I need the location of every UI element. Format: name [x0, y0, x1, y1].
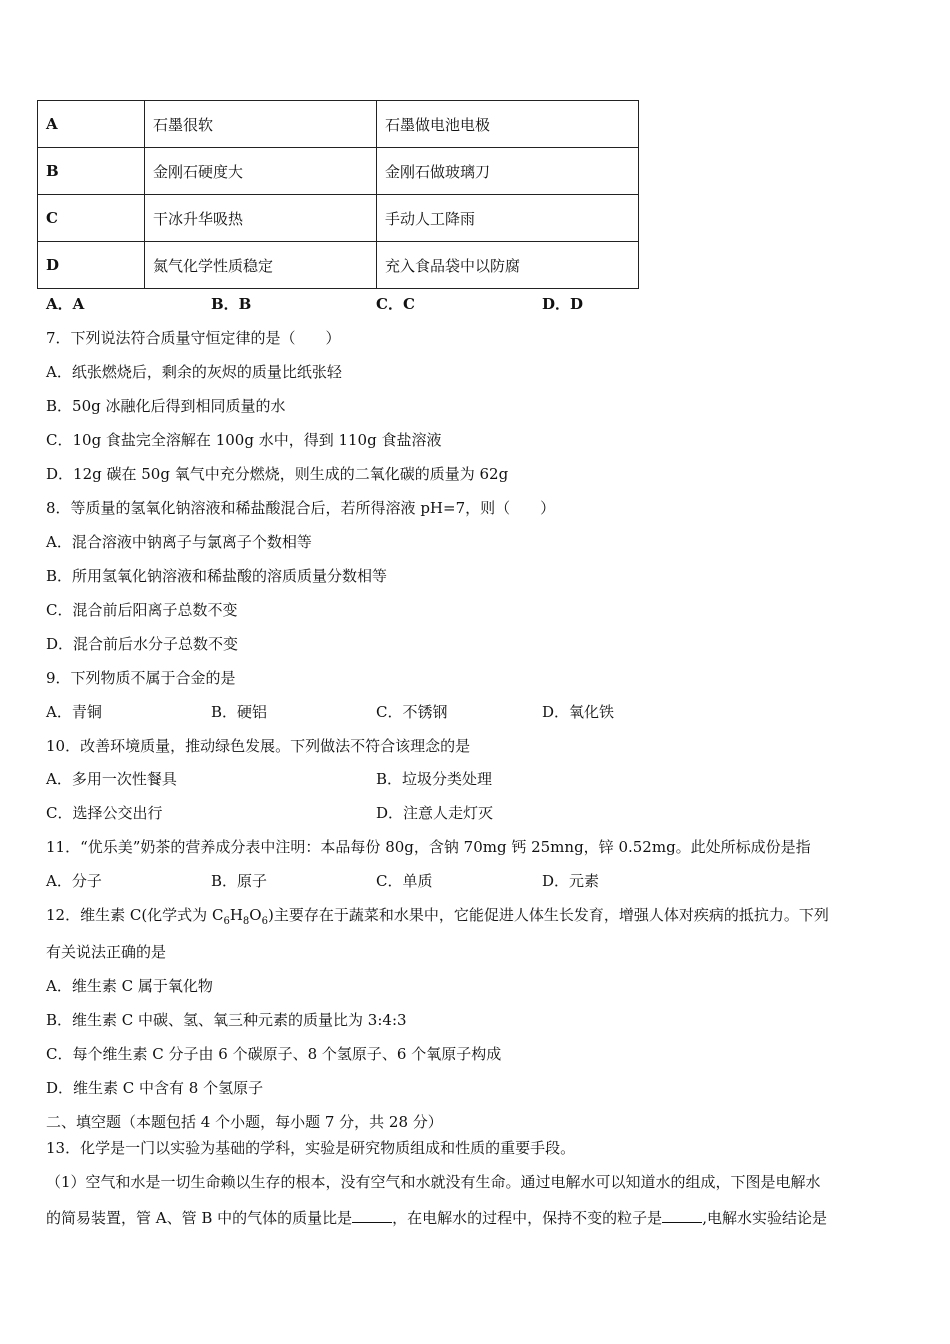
q11-choice-c[interactable]: C．单质: [376, 872, 433, 890]
table-cell-letter: D: [38, 242, 145, 289]
q13-part1-line1: （1）空气和水是一切生命赖以生存的根本，没有空气和水就没有生命。通过电解水可以知道水的组成，下图是电解水: [46, 1173, 821, 1191]
q11-stem: 11．“优乐美”奶茶的营养成分表中注明：本品每份 80g，含钠 70mg 钙 25mng，锌 0.52mg。此处所标成份是指: [46, 838, 811, 856]
q9-choice-c[interactable]: C．不锈钢: [376, 703, 448, 721]
q8-stem: 8．等质量的氢氧化钠溶液和稀盐酸混合后，若所得溶液 pH=7，则（ ）: [46, 499, 556, 517]
q12-stem-h: H: [229, 906, 243, 924]
choice-d[interactable]: D．D: [542, 295, 584, 313]
q9-choice-b[interactable]: B．硬铝: [211, 703, 268, 721]
table-cell-property: 氮气化学性质稳定: [145, 242, 377, 289]
q12-choice-a[interactable]: A．维生素 C 属于氧化物: [46, 977, 213, 995]
q12-sub-c: 6: [223, 916, 230, 927]
q13-stem: 13．化学是一门以实验为基础的学科，实验是研究物质组成和性质的重要手段。: [46, 1139, 576, 1157]
q10-choice-d[interactable]: D．注意人走灯灭: [376, 804, 494, 822]
table-cell-property: 石墨很软: [145, 101, 377, 148]
q12-stem-o: O: [249, 906, 262, 924]
q13-part1-line2: [46, 1208, 827, 1228]
q7-choice-c[interactable]: C．10g 食盐完全溶解在 100g 水中，得到 110g 食盐溶液: [46, 431, 442, 449]
answer-blank-particle[interactable]: [662, 1208, 702, 1223]
q9-choices: [46, 702, 646, 722]
q12-sub-h: 8: [242, 916, 250, 927]
q12-choice-b[interactable]: B．维生素 C 中碳、氢、氧三种元素的质量比为 3:4:3: [46, 1011, 407, 1029]
table-cell-use: 手动人工降雨: [377, 195, 639, 242]
choice-a[interactable]: A．A: [46, 295, 85, 313]
q12-stem: [46, 905, 829, 932]
q7-choice-d[interactable]: D．12g 碳在 50g 氧气中充分燃烧，则生成的二氧化碳的质量为 62g: [46, 465, 509, 483]
answer-blank-mass-ratio[interactable]: [352, 1208, 392, 1223]
property-use-table: [37, 100, 639, 289]
q10-choice-b[interactable]: B．垃圾分类处理: [376, 770, 493, 788]
q12-stem-post: )主要存在于蔬菜和水果中，它能促进人体生长发育，增强人体对疾病的抵抗力。下列: [267, 906, 829, 924]
table-cell-property: 金刚石硬度大: [145, 148, 377, 195]
q10-choices-row1: [46, 769, 646, 789]
q8-choice-d[interactable]: D．混合前后水分子总数不变: [46, 635, 239, 653]
choice-c[interactable]: C．C: [376, 295, 415, 313]
table-cell-letter: B: [38, 148, 145, 195]
q12-stem-pre: 12．维生素 C(化学式为 C: [46, 906, 224, 924]
q11-choice-b[interactable]: B．原子: [211, 872, 268, 890]
q8-choice-b[interactable]: B．所用氢氧化钠溶液和稀盐酸的溶质质量分数相等: [46, 567, 388, 585]
table-row: [38, 195, 639, 242]
q9-choice-d[interactable]: D．氧化铁: [542, 703, 615, 721]
table-cell-use: 金刚石做玻璃刀: [377, 148, 639, 195]
q12-stem-line2: 有关说法正确的是: [46, 943, 167, 961]
table-row: [38, 101, 639, 148]
q12-sub-o: 6: [261, 916, 268, 927]
table-cell-letter: C: [38, 195, 145, 242]
table-row: [38, 242, 639, 289]
table-cell-use: 石墨做电池电极: [377, 101, 639, 148]
q11-choices: [46, 871, 646, 891]
q11-choice-d[interactable]: D．元素: [542, 872, 600, 890]
table-row: [38, 148, 639, 195]
q7-choice-b[interactable]: B．50g 冰融化后得到相同质量的水: [46, 397, 286, 415]
q13-text-a: 的简易装置，管 A、管 B 中的气体的质量比是: [46, 1209, 353, 1227]
q6-choices: [46, 294, 646, 314]
q10-choices-row2: [46, 803, 646, 823]
q8-choice-c[interactable]: C．混合前后阳离子总数不变: [46, 601, 238, 619]
q12-choice-c[interactable]: C．每个维生素 C 分子由 6 个碳原子、8 个氢原子、6 个氧原子构成: [46, 1045, 502, 1063]
q11-choice-a[interactable]: A．分子: [46, 872, 102, 890]
q8-choice-a[interactable]: A．混合溶液中钠离子与氯离子个数相等: [46, 533, 312, 551]
table-cell-letter: A: [38, 101, 145, 148]
q9-stem: 9．下列物质不属于合金的是: [46, 669, 236, 687]
q7-choice-a[interactable]: A．纸张燃烧后，剩余的灰烬的质量比纸张轻: [46, 363, 342, 381]
q13-text-c: ,电解水实验结论是: [702, 1209, 827, 1227]
q12-choice-d[interactable]: D．维生素 C 中含有 8 个氢原子: [46, 1079, 264, 1097]
q10-choice-a[interactable]: A．多用一次性餐具: [46, 770, 177, 788]
q13-text-b: ，在电解水的过程中，保持不变的粒子是: [392, 1209, 663, 1227]
choice-b[interactable]: B．B: [211, 295, 252, 313]
q10-choice-c[interactable]: C．选择公交出行: [46, 804, 163, 822]
q7-stem: 7．下列说法符合质量守恒定律的是（ ）: [46, 329, 341, 347]
section-heading: 二、填空题（本题包括 4 个小题，每小题 7 分，共 28 分）: [46, 1113, 443, 1131]
table-cell-property: 干冰升华吸热: [145, 195, 377, 242]
table-cell-use: 充入食品袋中以防腐: [377, 242, 639, 289]
q10-stem: 10．改善环境质量，推动绿色发展。下列做法不符合该理念的是: [46, 737, 471, 755]
q9-choice-a[interactable]: A．青铜: [46, 703, 102, 721]
